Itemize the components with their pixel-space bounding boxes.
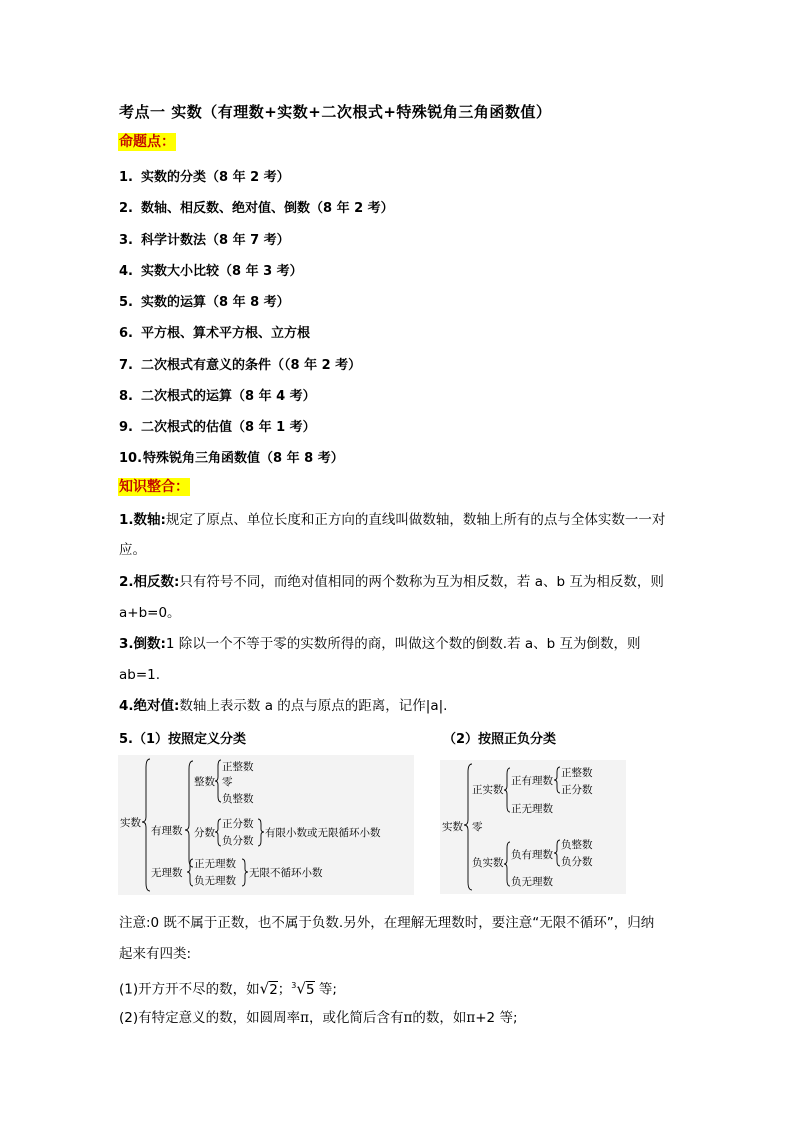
brace <box>185 761 193 867</box>
node-neg-frac: 负分数 <box>222 835 254 847</box>
brace <box>554 767 560 793</box>
note-item-1: (1)开方开不尽的数，如√2；$^3$√5 等; <box>119 979 337 998</box>
brace <box>242 859 248 886</box>
brace <box>504 768 510 812</box>
brace <box>187 859 193 886</box>
node-real: 实数 <box>442 821 463 833</box>
list-item: 3. 科学计数法（8 年 7 考） <box>119 233 290 248</box>
list-item: 7. 二次根式有意义的条件（（8 年 2 考） <box>119 358 362 373</box>
list-item: 1. 实数的分类（8 年 2 考） <box>119 170 290 185</box>
pi-symbol: π <box>300 1010 309 1026</box>
brace <box>464 764 472 890</box>
node-zero: 零 <box>472 821 483 833</box>
sqrt-radicand: 2 <box>269 981 278 998</box>
node-pos-int: 正整数 <box>561 767 593 779</box>
list-item: 8. 二次根式的运算（8 年 4 考） <box>119 389 316 404</box>
brace <box>142 759 150 891</box>
knowledge-number-line: 1.数轴:规定了原点、单位长度和正方向的直线叫做数轴，数轴上所有的点与全体实数一一对 <box>119 512 666 528</box>
classification-right-heading: （2）按照正负分类 <box>443 732 557 747</box>
node-irrational: 无理数 <box>151 867 183 879</box>
node-pos-frac: 正分数 <box>222 818 254 830</box>
node-pos-real: 正实数 <box>472 784 504 796</box>
page-title: 考点一 实数（有理数+实数+二次根式+特殊锐角三角函数值） <box>119 103 552 121</box>
list-item: 2. 数轴、相反数、绝对值、倒数（8 年 2 考） <box>119 201 394 216</box>
brace <box>504 842 510 886</box>
node-real: 实数 <box>120 817 141 829</box>
sqrt-symbol: √ <box>259 979 270 998</box>
node-pos-irr: 正无理数 <box>194 858 236 870</box>
knowledge-reciprocal: 3.倒数:1 除以一个不等于零的实数所得的商，叫做这个数的倒数.若 a、b 互为倒数，则 <box>119 636 641 652</box>
node-neg-real: 负实数 <box>472 857 504 869</box>
term-label: 2.相反数: <box>119 574 180 590</box>
node-fraction: 分数 <box>194 827 215 839</box>
brace <box>554 840 560 866</box>
note-paragraph: 注意:0 既不属于正数，也不属于负数.另外，在理解无理数时，要注意“无限不循环”，归纳 <box>119 915 655 931</box>
note-item-2: (2)有特定意义的数，如圆周率π，或化简后含有π的数，如π+2 等; <box>119 1010 518 1026</box>
node-neg-frac: 负分数 <box>561 856 593 868</box>
pi-symbol: π <box>466 1010 476 1026</box>
list-item: 9. 二次根式的估值（8 年 1 考） <box>119 420 316 435</box>
node-rational: 有理数 <box>151 825 183 837</box>
brace <box>215 819 221 846</box>
list-item: 6. 平方根、算术平方根、立方根 <box>119 326 311 341</box>
list-item: 5. 实数的运算（8 年 8 考） <box>119 295 290 310</box>
definition-classification-diagram <box>118 755 414 895</box>
node-pos-rational: 正有理数 <box>511 775 553 787</box>
note-fraction: 有限小数或无限循环小数 <box>265 827 381 839</box>
pi-symbol: π <box>403 1010 413 1026</box>
node-neg-irr: 负无理数 <box>194 875 236 887</box>
knowledge-reciprocal-cont: ab=1. <box>119 667 161 683</box>
proposition-heading: 命题点： <box>119 134 175 150</box>
node-pos-frac: 正分数 <box>561 784 593 796</box>
knowledge-opposite: 2.相反数:只有符号不同，而绝对值相同的两个数称为互为相反数，若 a、b 互为相反数，则 <box>119 574 664 590</box>
node-pos-int: 正整数 <box>222 761 254 773</box>
term-label: 4.绝对值: <box>119 698 180 714</box>
sign-classification-diagram <box>440 760 626 894</box>
knowledge-absolute: 4.绝对值:数轴上表示数 a 的点与原点的距离，记作|a|. <box>119 698 448 714</box>
list-item: 4. 实数大小比较（8 年 3 考） <box>119 264 303 279</box>
note-paragraph-cont: 起来有四类: <box>119 946 192 962</box>
term-label: 3.倒数: <box>119 636 166 652</box>
sqrt-symbol: √ <box>296 979 306 998</box>
brace <box>215 760 221 802</box>
cbrt-index: 3 <box>291 981 297 990</box>
node-neg-rational: 负有理数 <box>511 849 553 861</box>
classification-left-heading: 5.（1）按照定义分类 <box>119 732 247 747</box>
knowledge-number-line-cont: 应。 <box>119 542 146 558</box>
node-neg-int: 负整数 <box>222 793 254 805</box>
node-neg-int: 负整数 <box>561 839 593 851</box>
brace <box>258 819 264 846</box>
knowledge-heading: 知识整合： <box>119 479 189 495</box>
node-pos-irr: 正无理数 <box>511 803 553 815</box>
node-integer: 整数 <box>194 776 215 788</box>
list-item: 10.特殊锐角三角函数值（8 年 8 考） <box>119 451 344 466</box>
node-zero: 零 <box>222 776 233 788</box>
note-irrational: 无限不循环小数 <box>249 867 323 879</box>
node-neg-irr: 负无理数 <box>511 876 553 888</box>
knowledge-opposite-cont: a+b=0。 <box>119 605 181 621</box>
term-label: 1.数轴: <box>119 512 166 528</box>
cbrt-radicand: 5 <box>305 981 315 998</box>
